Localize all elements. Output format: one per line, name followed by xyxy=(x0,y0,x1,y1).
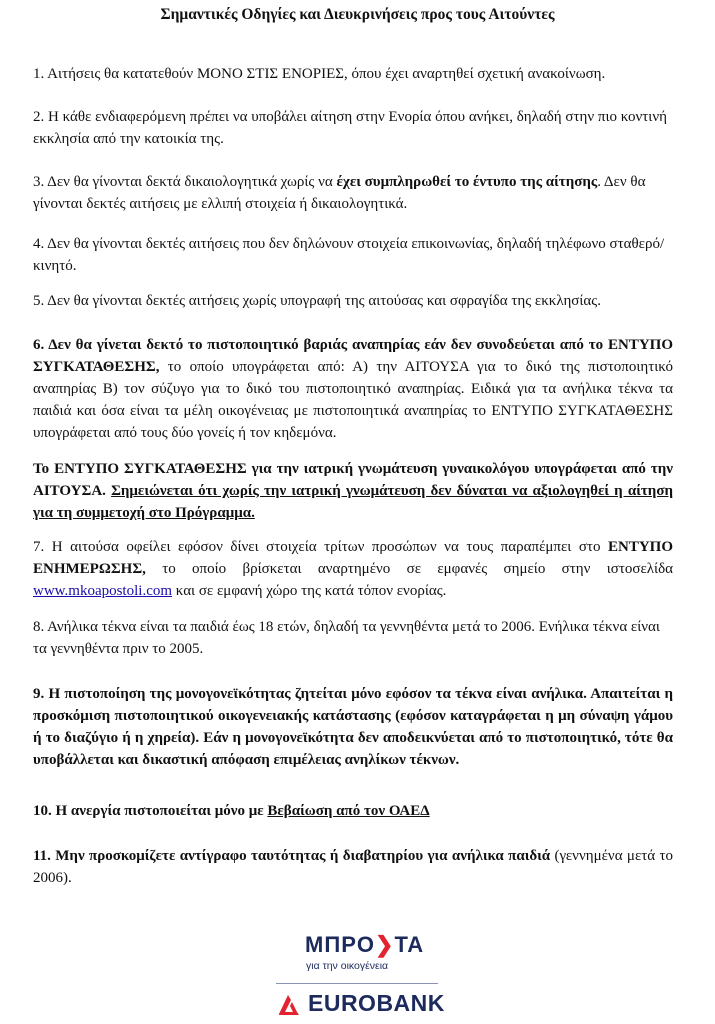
program-logo-wordmark xyxy=(305,932,425,958)
item-1: 1. Αιτήσεις θα κατατεθούν ΜΟΝΟ ΣΤΙΣ ΕΝΟΡΙΕΣ, όπου έχει αναρτηθεί σχετική ανακοίνωση. xyxy=(33,66,606,82)
item-9: 9. Η πιστοποίηση της μονογονεϊκότητας ζητείται μόνο εφόσον τα τέκνα είναι ανήλικα. Απαιτείται η προσκόμιση πιστοποιητικού οικογενειακής κατάστασης (εφόσον καταγράφεται η μη σύναψη γάμου ή το διαζύγιο ή η χηρεία). Εάν η μονογονεϊκότητα δεν αποδεικνύεται από το πιστοποιητικό, τότε θα υποβάλλεται και δικαστική απόφαση επιμέλειας ανηλίκων τέκνων. xyxy=(33,686,673,768)
chevron-right-icon: ❯ xyxy=(375,932,395,957)
item-6-emphasis: 6. Δεν θα γίνεται δεκτό το πιστοποιητικό βαριάς αναπηρίας εάν δεν συνοδεύεται από το ΕΝΤΥΠΟ ΣΥΓΚΑΤΑΘΕΣΗΣ, xyxy=(33,337,673,375)
item-10-underlined: Βεβαίωση από τον ΟΑΕΔ xyxy=(267,803,430,819)
program-tagline: για την οικογένεια xyxy=(306,960,389,972)
consent-note-emphasis: Το ΕΝΤΥΠΟ ΣΥΓΚΑΤΑΘΕΣΗΣ για την ιατρική γνωμάτευση γυναικολόγου υπογράφεται από την ΑΙΤΟΥΣΑ. xyxy=(33,461,673,499)
item-7 xyxy=(33,536,673,602)
item-8: 8. Ανήλικα τέκνα είναι τα παιδιά έως 18 ετών, δηλαδή τα γεννηθέντα μετά το 2006. Ενήλικα τέκνα είναι τα γεννηθέντα πριν το 2005. xyxy=(33,619,660,657)
item-4: 4. Δεν θα γίνονται δεκτές αιτήσεις που δεν δηλώνουν στοιχεία επικοινωνίας, δηλαδή τηλέφωνο σταθερό/κινητό. xyxy=(33,236,665,274)
consent-note xyxy=(33,458,673,524)
item-3-text-b: . Δεν θα γίνονται δεκτές αιτήσεις με ελλιπή στοιχεία ή δικαιολογητικά. xyxy=(33,174,646,212)
item-7-text-a: 7. Η αιτούσα οφείλει εφόσον δίνει στοιχεία τρίτων προσώπων να τους παραπέμπει στο xyxy=(33,539,608,555)
consent-note-underlined: Σημειώνεται ότι χωρίς την ιατρική γνωμάτευση δεν δύναται να αξιολογηθεί η αίτηση για τη συμμετοχή στο Πρόγραμμα. xyxy=(33,483,673,521)
item-3-text-a: 3. Δεν θα γίνονται δεκτά δικαιολογητικά χωρίς να xyxy=(33,174,337,190)
program-name-start: ΜΠΡΟ xyxy=(305,932,375,957)
item-3 xyxy=(33,171,673,215)
item-10 xyxy=(33,800,673,822)
item-10-emphasis: 10. Η ανεργία πιστοποιείται μόνο με xyxy=(33,803,268,819)
item-6-text: το οποίο υπογράφεται από: Α) την ΑΙΤΟΥΣΑ για το δικό της πιστοποιητικό αναπηρίας Β) τον σύζυγο για το δικό του πιστοποιητικό αναπηρίας. Ειδικά για τα ανήλικα τέκνα τα παιδιά και όσα είναι τα μέλη οικογένειας με πιστοποιητικά αναπηρίας το ΕΝΤΥΠΟ ΣΥΓΚΑΤΑΘΕΣΗΣ υπογράφεται από τους δύο γονείς ή τον κηδεμόνα. xyxy=(33,359,673,441)
item-7-emphasis: ΕΝΤΥΠΟ ΕΝΗΜΕΡΩΣΗΣ, xyxy=(33,539,673,577)
item-11 xyxy=(33,845,673,889)
logo-divider xyxy=(276,983,438,984)
program-name-end: ΤΑ xyxy=(394,932,425,957)
item-11-text: (γεννημένα μετά το 2006). xyxy=(33,848,674,886)
item-3-emphasis: έχει συμπληρωθεί το έντυπο της αίτησης xyxy=(336,174,598,190)
website-link[interactable]: www.mkoapostoli.com xyxy=(33,583,173,599)
item-7-text-b: το οποίο βρίσκεται αναρτημένο σε εμφανές σημείο στην ιστοσελίδα xyxy=(145,561,673,577)
eurobank-logo-icon xyxy=(276,992,300,1016)
item-2: 2. Η κάθε ενδιαφερόμενη πρέπει να υποβάλει αίτηση στην Ενορία όπου ανήκει, δηλαδή στην πιο κοντινή εκκλησία από την κατοικία της. xyxy=(33,109,667,147)
item-11-emphasis: 11. Μην προσκομίζετε αντίγραφο ταυτότητας ή διαβατηρίου για ανήλικα παιδιά xyxy=(33,848,551,864)
sponsor-logo xyxy=(0,932,715,1024)
document-title: Σημαντικές Οδηγίες και Διευκρινήσεις προς τους Αιτούντες xyxy=(160,6,555,23)
item-7-text-c: και σε εμφανή χώρο της κατά τόπον ενορίας. xyxy=(172,583,447,599)
eurobank-wordmark: EUROBANK xyxy=(308,990,445,1016)
item-6 xyxy=(33,334,673,444)
item-5: 5. Δεν θα γίνονται δεκτές αιτήσεις χωρίς υπογραφή της αιτούσας και σφραγίδα της εκκλησίας. xyxy=(33,293,601,309)
